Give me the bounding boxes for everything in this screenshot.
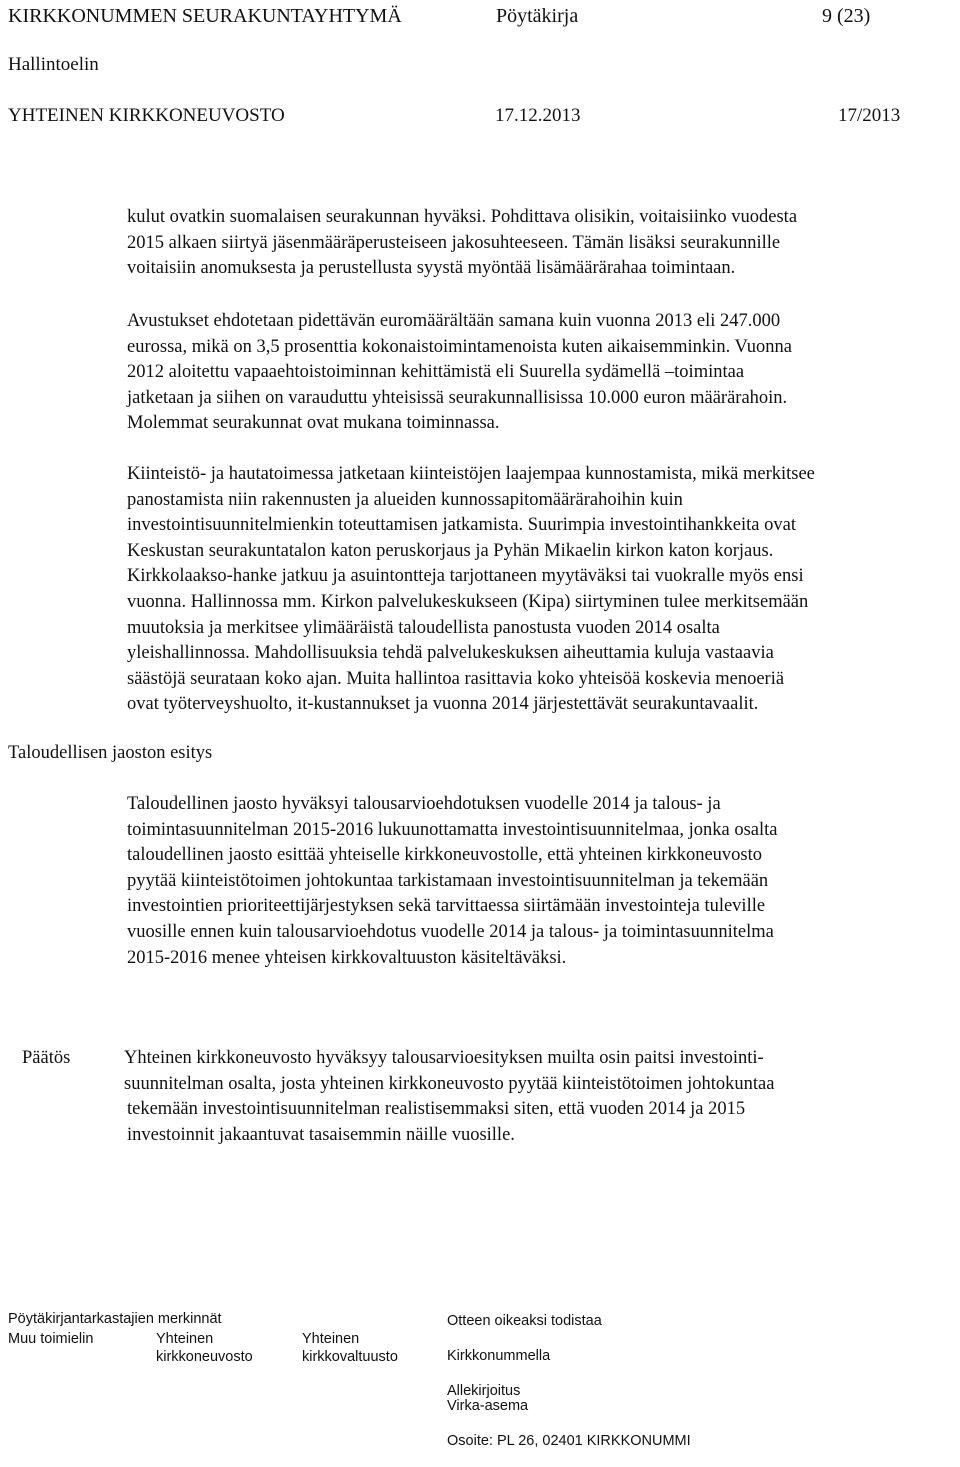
text-line: Kiinteistö- ja hautatoimessa jatketaan kiinteistöjen laajempaa kunnostamista, mikä merkitsee <box>127 464 815 484</box>
text-line: pyytää kiinteistötoimen johtokuntaa tarkistamaan investointisuunnitelman ja tekemään <box>127 870 769 891</box>
text-line: suunnitelman osalta, josta yhteinen kirkkoneuvosto pyytää kiinteistötoimen johtokuntaa <box>124 1073 775 1094</box>
document-type: Pöytäkirja <box>496 5 579 27</box>
paragraph-property-administration <box>127 462 947 718</box>
paragraph-decision <box>124 1046 944 1148</box>
footer-assembly-b: kirkkovaltuusto <box>302 1349 398 1365</box>
text-line: taloudellinen jaosto esittää yhteiselle kirkkoneuvostolle, että yhteinen kirkkoneuvosto <box>127 845 763 866</box>
text-line: tekemään investointisuunnitelman realistisemmaksi siten, että vuoden 2014 ja 2015 <box>127 1099 746 1120</box>
footer-assembly-a: Yhteinen <box>302 1331 360 1347</box>
footer-certified: Otteen oikeaksi todistaa <box>447 1313 602 1329</box>
text-line: Molemmat seurakunnat ovat mukana toiminnassa. <box>127 413 500 434</box>
text-line: investointisuunnitelmienkin toteuttamisen jatkamista. Suurimpia investointihankkeita ovat <box>127 515 796 536</box>
paragraph-grants-basis <box>127 205 947 282</box>
department-label: Hallintoelin <box>8 54 99 75</box>
footer-signature: Allekirjoitus <box>447 1383 521 1399</box>
paragraph-grants-amount <box>127 309 947 437</box>
footer-other-body: Muu toimielin <box>8 1331 94 1347</box>
text-line: investoinnit jakaantuvat tasaisemmin näille vuosille. <box>127 1124 515 1145</box>
text-line: ovat työterveyshuolto, it-kustannukset ja vuonna 2014 järjestettävät seurakuntavaalit. <box>127 694 759 715</box>
footer-position: Virka-asema <box>447 1398 529 1414</box>
organization-name: KIRKKONUMMEN SEURAKUNTAYHTYMÄ <box>8 5 402 27</box>
text-line: yleishallinnossa. Mahdollisuuksia tehdä palvelukeskuksen aiheuttamia kuluja vastaavia <box>127 643 774 664</box>
footer-place: Kirkkonummella <box>447 1348 551 1364</box>
footer-council-a: Yhteinen <box>156 1331 214 1347</box>
page-number: 9 (23) <box>822 5 871 27</box>
meeting-number: 17/2013 <box>838 105 901 126</box>
text-line: Kirkkolaakso-hanke jatkuu ja asuintontteja tarjottaneen myytäväksi tai vuokralle myös ensi <box>127 566 804 587</box>
text-line: panostamista niin rakennusten ja alueiden kunnossapitomäärärahoihin kuin <box>127 489 683 510</box>
text-line: kulut ovatkin suomalaisen seurakunnan hyväksi. Pohdittava olisikin, voitaisiinko vuodesta <box>127 207 798 227</box>
text-line: voitaisiin anomuksesta ja perustellusta syystä myöntää lisämäärärahaa toimintaan. <box>127 258 736 279</box>
text-line: muutoksia ja merkitsee ylimääräistä taloudellista panostusta vuoden 2014 osalta <box>127 617 720 638</box>
text-line: vuonna. Hallinnossa mm. Kirkon palvelukeskukseen (Kipa) siirtyminen tulee merkitsemään <box>127 591 809 612</box>
text-line: Taloudellinen jaosto hyväksyi talousarvioehdotuksen vuodelle 2014 ja talous- ja <box>127 794 721 814</box>
text-line: Keskustan seurakuntatalon katon peruskorjaus ja Pyhän Mikaelin kirkon katon korjaus. <box>127 540 774 561</box>
paragraph-finance-proposal <box>127 792 947 971</box>
text-line: jatketaan ja siihen on varauduttu yhteisissä seurakunnallisissa 10.000 euron määrärahoin. <box>127 387 788 408</box>
decision-label: Päätös <box>22 1048 71 1068</box>
text-line: vuosille ennen kuin talousarvioehdotus vuodelle 2014 ja talous- ja toimintasuunnitelma <box>127 921 774 942</box>
governing-body: YHTEINEN KIRKKONEUVOSTO <box>8 105 285 126</box>
text-line: toimintasuunnitelman 2015-2016 lukuunottamatta investointisuunnitelmaa, jonka osalta <box>127 819 778 840</box>
footer-signatures-title: Pöytäkirjantarkastajien merkinnät <box>8 1311 222 1327</box>
text-line: Avustukset ehdotetaan pidettävän euromäärältään samana kuin vuonna 2013 eli 247.000 <box>127 311 781 331</box>
text-line: investointien prioriteettijärjestyksen sekä tarvittaessa siirtämään investointeja tuleville <box>127 896 766 917</box>
text-line: säästöjä seurataan koko ajan. Muita hallintoa rasittavia koko yhteisöä koskevia menoeriä <box>127 668 785 689</box>
footer-address: Osoite: PL 26, 02401 KIRKKONUMMI <box>447 1433 691 1449</box>
footer-council-b: kirkkoneuvosto <box>156 1349 253 1365</box>
text-line: 2015 alkaen siirtyä jäsenmääräperusteiseen jakosuhteeseen. Tämän lisäksi seurakunnille <box>127 232 781 253</box>
text-line: Yhteinen kirkkoneuvosto hyväksyy talousarvioesityksen muilta osin paitsi investointi- <box>124 1048 764 1068</box>
meeting-date: 17.12.2013 <box>495 105 581 126</box>
text-line: 2012 aloitettu vapaaehtoistoiminnan kehittämistä eli Suurella sydämellä –toimintaa <box>127 362 745 383</box>
text-line: 2015-2016 menee yhteisen kirkkovaltuuston käsiteltäväksi. <box>127 947 567 968</box>
text-line: eurossa, mikä on 3,5 prosenttia kokonaistoimintamenoista kuten aikaisemminkin. Vuonna <box>127 336 792 357</box>
section-label-finance-proposal: Taloudellisen jaoston esitys <box>8 743 213 763</box>
